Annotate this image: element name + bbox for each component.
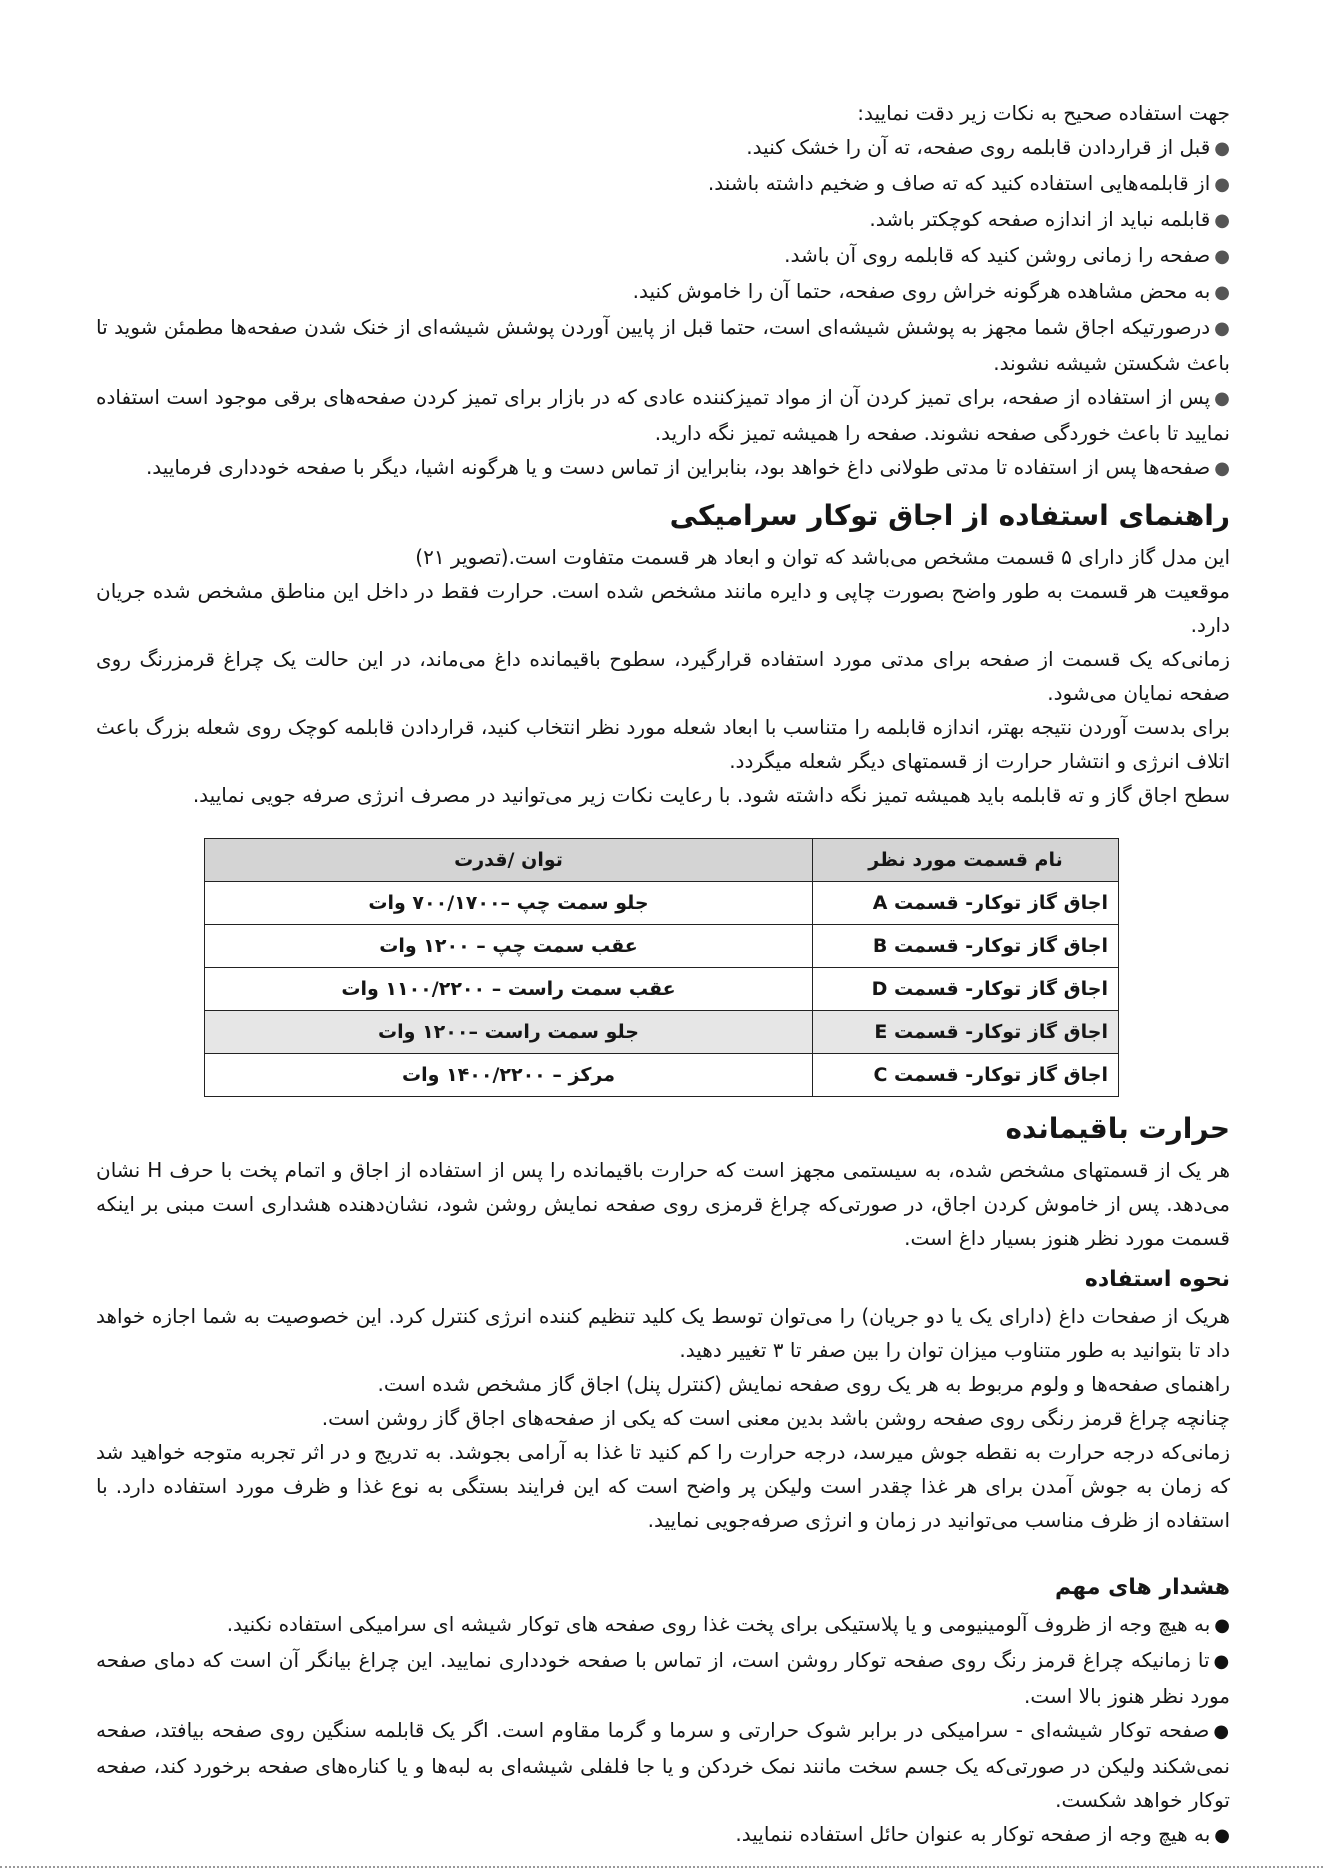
bullet-icon: ●: [1214, 210, 1230, 231]
power-cell: عقب سمت چپ – ۱۲۰۰ وات: [205, 925, 813, 968]
table-header-row: [205, 839, 1119, 882]
bullet-icon: ●: [1214, 246, 1230, 267]
usage-paragraph: هریک از صفحات داغ (دارای یک یا دو جریان) را می‌توان توسط یک کلید تنظیم کننده انرژی کنترل کرد. این خصوصیت به شما اجازه خواهد داد تا بتوانید به طور متناوب میزان توان را بین صفر تا ۳ تغییر دهید.: [96, 1304, 1230, 1362]
intro-heading: جهت استفاده صحیح به نکات زیر دقت نمایید:: [857, 101, 1230, 125]
ceramic-paragraph: این مدل گاز دارای ۵ قسمت مشخص می‌باشد که توان و ابعاد هر قسمت متفاوت است.(تصویر ۲۱): [415, 545, 1230, 569]
bullet-icon: ●: [1214, 1825, 1230, 1846]
residual-heat-title: حرارت باقیمانده: [1005, 1112, 1230, 1145]
list-item: ●قبل از قراردادن قابلمه روی صفحه، ته آن را خشک کنید.: [746, 135, 1230, 159]
ceramic-paragraph: زمانی‌که یک قسمت از صفحه برای مدتی مورد استفاده قرارگیرد، سطوح باقیمانده داغ می‌ماند، در این حالت یک چراغ قرمزرنگ روی صفحه نمایان می‌شود.: [96, 647, 1230, 705]
part-name-cell: اجاق گاز توکار- قسمت A: [813, 882, 1119, 925]
list-item: ●قابلمه نباید از اندازه صفحه کوچکتر باشد.: [869, 207, 1230, 231]
list-item: ●صفحه توکار شیشه‌ای - سرامیکی در برابر شوک حرارتی و سرما و گرما مقاوم است. اگر یک قابلمه سنگین روی صفحه بیافتد، صفحه نمی‌شکند ولیکن در صورتی‌که یک جسم سخت مانند نمک خردکن و یا جا فلفلی شیشه‌ای به لبه‌ها و یا کناره‌های صفحه برخورد کند، صفحه توکار خواهد شکست.: [96, 1718, 1230, 1812]
power-cell: مرکز – ۱۴۰۰/۲۲۰۰ وات: [205, 1054, 813, 1097]
power-cell: عقب سمت راست – ۱۱۰۰/۲۲۰۰ وات: [205, 968, 813, 1011]
ceramic-paragraph: موقعیت هر قسمت به طور واضح بصورت چاپی و دایره مانند مشخص شده است. حرارت فقط در داخل این مناطق مشخص شده جریان دارد.: [96, 579, 1230, 637]
part-name-cell: اجاق گاز توکار- قسمت E: [813, 1011, 1119, 1054]
usage-title: نحوه استفاده: [1084, 1267, 1230, 1292]
ceramic-section-title: راهنمای استفاده از اجاق توکار سرامیکی: [669, 499, 1230, 532]
column-header-part-name: نام قسمت مورد نظر: [813, 839, 1119, 882]
usage-paragraph: راهنمای صفحه‌ها و ولوم مربوط به هر یک روی صفحه نمایش (کنترل پنل) اجاق گاز مشخص شده است.: [377, 1372, 1230, 1396]
table-row: [205, 1011, 1119, 1054]
list-item: ●به محض مشاهده هرگونه خراش روی صفحه، حتما آن را خاموش کنید.: [632, 279, 1230, 303]
usage-paragraph: زمانی‌که درجه حرارت به نقطه جوش میرسد، درجه حرارت را کم کنید تا غذا به آرامی بجوشد. به تدریج و در اثر تجربه متوجه خواهید شد که زمان به جوش آمدن برای هر غذا چقدر است ولیکن پر واضح است که این فرایند بستگی به نوع غذا و ظرف مورد استفاده دارد. با استفاده از ظرف مناسب می‌توانید در زمان و انرژی صرفه‌جویی نمایید.: [96, 1440, 1230, 1532]
table-row: [205, 882, 1119, 925]
list-item: ●به هیچ وجه از صفحه توکار به عنوان حائل استفاده ننمایید.: [735, 1822, 1230, 1846]
page-bottom-rule: [0, 1866, 1323, 1868]
intro-bullet-list: [96, 130, 1230, 486]
list-item: ●صفحه‌ها پس از استفاده تا مدتی طولانی داغ خواهد بود، بنابراین از تماس دست و یا هرگونه اشیا، دیگر با صفحه خودداری فرمایید.: [145, 455, 1230, 479]
bullet-icon: ●: [1214, 1615, 1230, 1636]
spacer: [96, 1537, 1230, 1563]
bullet-icon: ●: [1214, 174, 1230, 195]
usage-paragraph: چنانچه چراغ قرمز رنگی روی صفحه روشن باشد بدین معنی است که یکی از صفحه‌های اجاق گاز روشن است.: [321, 1406, 1230, 1430]
list-item: ●به هیچ وجه از ظروف آلومینیومی و یا پلاستیکی برای پخت غذا روی صفحه های توکار شیشه ای سرامیکی استفاده نکنید.: [226, 1612, 1230, 1636]
part-name-cell: اجاق گاز توکار- قسمت B: [813, 925, 1119, 968]
power-cell: جلو سمت چپ –۷۰۰/۱۷۰۰ وات: [205, 882, 813, 925]
burner-power-table: [204, 838, 1119, 1097]
bullet-icon: ●: [1214, 138, 1230, 159]
column-header-power: توان /قدرت: [205, 839, 813, 882]
document-page: [96, 96, 1230, 1853]
bullet-icon: ●: [1214, 282, 1230, 303]
warnings-title: هشدار های مهم: [1055, 1575, 1230, 1600]
bullet-icon: ●: [1213, 1651, 1230, 1672]
table-row: [205, 1054, 1119, 1097]
list-item: ●صفحه را زمانی روشن کنید که قابلمه روی آن باشد.: [784, 243, 1230, 267]
ceramic-paragraph: برای بدست آوردن نتیجه بهتر، اندازه قابلمه را متناسب با ابعاد شعله مورد نظر انتخاب کنید، قراردادن قابلمه کوچک روی شعله بزرگ باعث اتلاف انرژی و انتشار حرارت از قسمتهای دیگر شعله میگردد.: [96, 715, 1230, 773]
part-name-cell: اجاق گاز توکار- قسمت C: [813, 1054, 1119, 1097]
part-name-cell: اجاق گاز توکار- قسمت D: [813, 968, 1119, 1011]
bullet-icon: ●: [1214, 388, 1230, 409]
bullet-icon: ●: [1213, 1721, 1230, 1742]
list-item: ●پس از استفاده از صفحه، برای تمیز کردن آن از مواد تمیزکننده عادی که در بازار برای تمیز کردن صفحه‌های برقی موجود است استفاده نمایید تا باعث خوردگی صفحه نشوند. صفحه را همیشه تمیز نگه دارید.: [96, 385, 1230, 445]
ceramic-paragraph: سطح اجاق گاز و ته قابلمه باید همیشه تمیز نگه داشته شود. با رعایت نکات زیر می‌توانید در مصرف انرژی صرفه جویی نمایید.: [192, 783, 1230, 807]
table-row: [205, 968, 1119, 1011]
power-cell: جلو سمت راست –۱۲۰۰ وات: [205, 1011, 813, 1054]
list-item: ●از قابلمه‌هایی استفاده کنید که ته صاف و ضخیم داشته باشند.: [707, 171, 1230, 195]
residual-heat-text: هر یک از قسمتهای مشخص شده، به سیستمی مجهز است که حرارت باقیمانده را پس از استفاده از اجاق و اتمام پخت با حرف H نشان می‌دهد. پس از خاموش کردن اجاق، در صورتی‌که چراغ قرمزی روی صفحه نمایش روشن شود، نشان‌دهنده هشداری است مبنی بر اینکه قسمت مورد نظر هنوز بسیار داغ است.: [96, 1158, 1230, 1250]
list-item: ●تا زمانیکه چراغ قرمز رنگ روی صفحه توکار روشن است، از تماس با صفحه خودداری نمایید. این چراغ بیانگر آن است که دمای صفحه مورد نظر هنوز بالا است.: [96, 1648, 1230, 1708]
warnings-bullet-list: [96, 1607, 1230, 1853]
bullet-icon: ●: [1214, 318, 1230, 339]
table-row: [205, 925, 1119, 968]
list-item: ●درصورتیکه اجاق شما مجهز به پوشش شیشه‌ای است، حتما قبل از پایین آوردن پوشش شیشه‌ای از خنک شدن صفحه‌ها مطمئن شوید تا باعث شکستن شیشه نشوند.: [96, 315, 1230, 375]
bullet-icon: ●: [1214, 458, 1230, 479]
